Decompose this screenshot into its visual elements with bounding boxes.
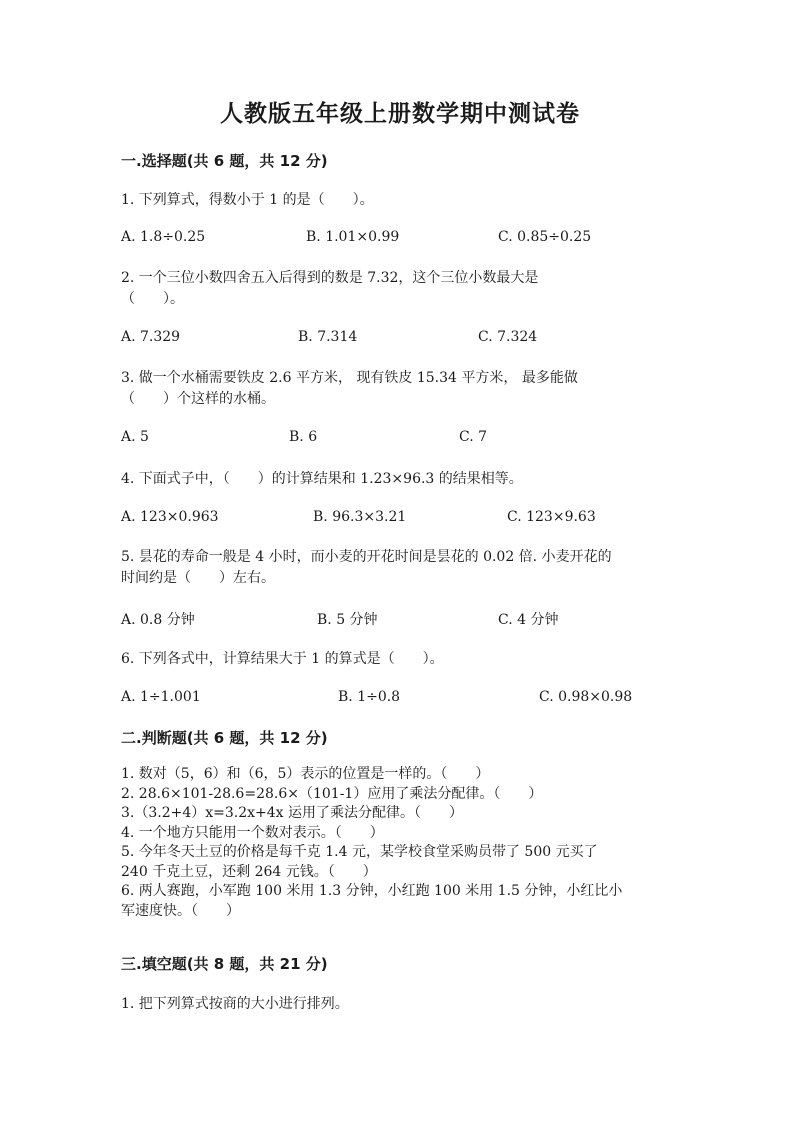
judge-line: 240 千克土豆，还剩 264 元钱。（ ）	[121, 863, 377, 880]
options-q1	[121, 229, 681, 249]
options-q5	[121, 609, 681, 629]
option-a: A. 123×0.963	[121, 509, 219, 525]
options-q4	[121, 509, 681, 529]
option-a: A. 1.8÷0.25	[121, 229, 206, 245]
option-c: C. 0.98×0.98	[539, 689, 633, 705]
judge-line: 3.（3.2+4）x=3.2x+4x 运用了乘法分配律。（ ）	[121, 805, 464, 821]
fill-question-1: 1. 把下列算式按商的大小进行排列。	[121, 996, 349, 1012]
judge-line: 4. 一个地方只能用一个数对表示。（ ）	[121, 824, 384, 841]
question-3-line2: （ ）个这样的水桶。	[121, 391, 275, 407]
section-heading-judge: 二.判断题(共 6 题，共 12 分)	[121, 729, 328, 747]
option-a: A. 5	[121, 429, 149, 445]
option-c: C. 0.85÷0.25	[498, 229, 592, 245]
option-a: A. 7.329	[121, 329, 181, 345]
option-c: C. 4 分钟	[498, 612, 559, 628]
question-3	[121, 368, 681, 410]
option-b: B. 1÷0.8	[338, 689, 401, 705]
question-5	[121, 547, 681, 589]
option-c: C. 7.324	[478, 329, 538, 345]
question-3-line1: 3. 做一个水桶需要铁皮 2.6 平方米， 现有铁皮 15.34 平方米， 最多能做	[121, 370, 578, 386]
option-b: B. 7.314	[298, 329, 358, 345]
page-title: 人教版五年级上册数学期中测试卷	[220, 100, 580, 127]
question-2	[121, 268, 681, 310]
option-c: C. 7	[459, 429, 488, 445]
question-5-line1: 5. 昙花的寿命一般是 4 小时，而小麦的开花时间是昙花的 0.02 倍. 小麦开花的	[121, 549, 612, 565]
question-2-line1: 2. 一个三位小数四舍五入后得到的数是 7.32，这个三位小数最大是	[121, 270, 539, 286]
judge-list	[121, 765, 681, 921]
option-b: B. 96.3×3.21	[313, 509, 407, 525]
option-b: B. 5 分钟	[317, 612, 378, 628]
judge-line: 6. 两人赛跑，小军跑 100 米用 1.3 分钟，小红跑 100 米用 1.5 分钟，小红比小	[121, 883, 623, 899]
judge-line: 1. 数对（5，6）和（6，5）表示的位置是一样的。（ ）	[121, 766, 490, 782]
judge-line: 2. 28.6×101-28.6=28.6×（101-1）应用了乘法分配律。（ ）	[121, 785, 543, 802]
options-q3	[121, 429, 681, 449]
question-4: 4. 下面式子中，（ ）的计算结果和 1.23×96.3 的结果相等。	[121, 471, 523, 487]
judge-line: 军速度快。（ ）	[121, 902, 240, 919]
option-b: B. 6	[289, 429, 318, 445]
question-2-line2: （ ）。	[121, 291, 184, 307]
section-heading-choice: 一.选择题(共 6 题，共 12 分)	[121, 152, 328, 170]
section-heading-fill: 三.填空题(共 8 题，共 21 分)	[121, 955, 328, 973]
question-6: 6. 下列各式中，计算结果大于 1 的算式是（ ）。	[121, 651, 444, 667]
option-a: A. 0.8 分钟	[121, 612, 195, 628]
options-q2	[121, 329, 681, 349]
question-1: 1. 下列算式，得数小于 1 的是（ ）。	[121, 192, 374, 208]
judge-line: 5. 今年冬天土豆的价格是每千克 1.4 元，某学校食堂采购员带了 500 元买了	[121, 844, 598, 860]
option-b: B. 1.01×0.99	[306, 229, 400, 245]
option-c: C. 123×9.63	[507, 509, 596, 525]
options-q6	[121, 689, 681, 709]
question-5-line2: 时间约是（ ）左右。	[121, 570, 275, 586]
option-a: A. 1÷1.001	[121, 689, 201, 705]
